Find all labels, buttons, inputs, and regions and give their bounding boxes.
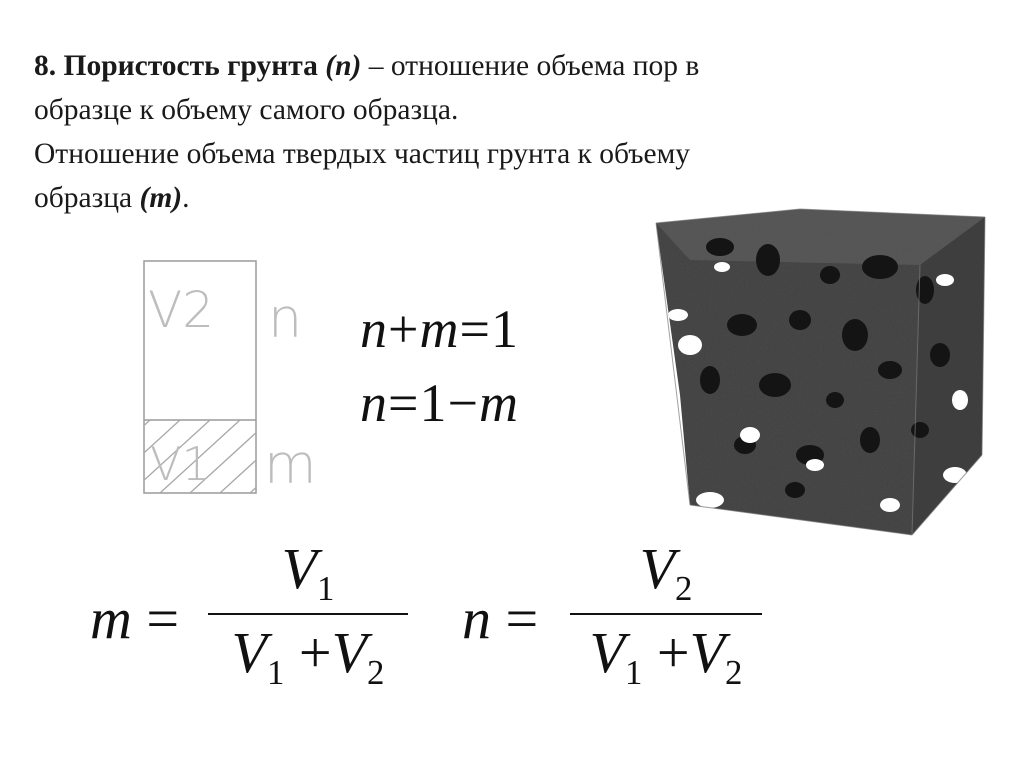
heading-term: Пористость грунта [63, 50, 318, 82]
line4-end: . [182, 182, 190, 214]
cube-body [650, 205, 990, 540]
fraction-n-denominator: $V_1 +V_2$ [589, 620, 743, 693]
label-n: n [268, 287, 303, 350]
phase-diagram-svg [130, 255, 330, 505]
fraction-m-numerator: $V_1$ [281, 536, 335, 609]
fraction-n-var: n [462, 586, 491, 651]
equation-n [360, 372, 519, 434]
eq1-equals: = [459, 299, 491, 359]
eq2-m: m [478, 373, 519, 433]
fraction-m-body [208, 535, 408, 693]
heading-line-2: образце к объему самого образца. [34, 94, 459, 126]
eq2-one: 1 [419, 373, 448, 433]
fraction-m [90, 535, 420, 735]
eq1-plus: + [388, 299, 420, 359]
eq1-m: m [419, 299, 460, 359]
fraction-m-var: m [90, 586, 132, 651]
eq2-minus: − [447, 373, 479, 433]
eq2-equals: = [388, 373, 420, 433]
eq2-n: n [360, 373, 388, 433]
fraction-n-lhs [462, 585, 538, 652]
fraction-m-bar [208, 613, 408, 615]
fraction-n-bar [570, 613, 762, 615]
heading-number: 8. [34, 50, 57, 82]
fraction-n-body [570, 535, 762, 693]
fraction-m-lhs [90, 585, 179, 652]
heading-line-1 [34, 44, 994, 88]
line4-prefix: образца [34, 182, 133, 214]
label-v1: V1 [150, 437, 211, 491]
label-v2: V2 [148, 281, 215, 339]
phase-diagram [130, 255, 330, 505]
heading-definition: – отношение объема пор в [368, 50, 700, 82]
fraction-n-equals: = [505, 586, 539, 651]
line4-symbol: (m) [139, 182, 183, 214]
heading-line-3: Отношение объема твердых частиц грунта к объему [34, 138, 691, 170]
fraction-n [462, 535, 782, 735]
definition-text [34, 44, 994, 220]
fraction-n-numerator: $V_2$ [639, 536, 693, 609]
heading-term-symbol: (n) [325, 50, 362, 82]
eq1-n: n [360, 299, 388, 359]
porous-soil-cube-image [650, 205, 990, 540]
eq1-one: 1 [490, 299, 519, 359]
fraction-m-equals: = [146, 586, 180, 651]
equation-sum [360, 298, 519, 360]
fraction-m-denominator: $V_1 +V_2$ [231, 620, 385, 693]
label-m: m [264, 433, 317, 496]
porous-cube-svg [650, 205, 990, 540]
